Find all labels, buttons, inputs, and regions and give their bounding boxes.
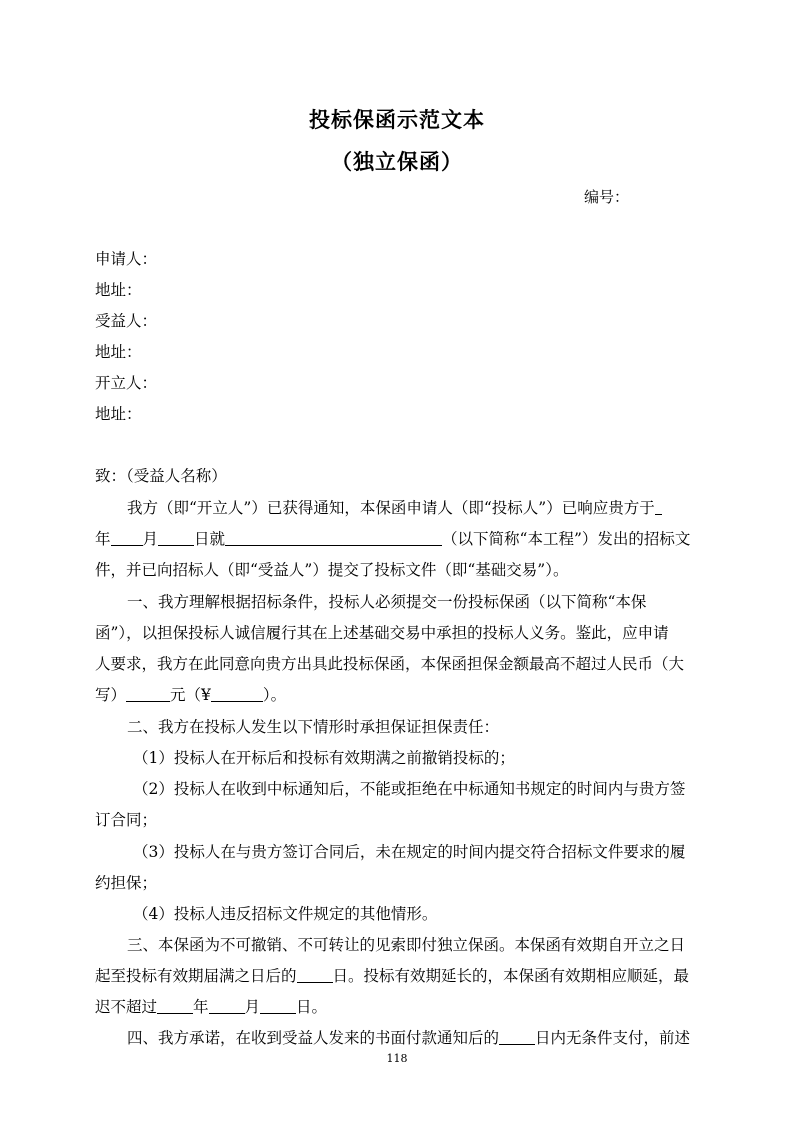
paragraph-line: 函”），以担保投标人诚信履行其在上述基础交易中承担的投标人义务。鉴此，应申请: [95, 624, 669, 642]
blank-underline: [126, 685, 170, 702]
paragraph-line: 人要求，我方在此同意向贵方出具此投标保函，本保函担保金额最高不超过人民币（大: [95, 655, 685, 673]
paragraph-line: 约担保；: [95, 874, 158, 892]
paragraph-line: （3）投标人在与贵方签订合同后，未在规定的时间内提交符合招标文件要求的履: [133, 843, 686, 861]
paragraph-line: 二、我方在投标人发生以下情形时承担保证担保责任：: [127, 718, 500, 736]
paragraph-line: 三、本保函为不可撤销、不可转让的见索即付独立保函。本保函有效期自开立之日: [127, 936, 686, 954]
paragraph-line: （2）投标人在收到中标通知后，不能或拒绝在中标通知书规定的时间内与贵方签: [133, 780, 686, 798]
paragraph-text: 元（¥: [170, 686, 211, 704]
blank-underline: [260, 997, 296, 1014]
beneficiary-field: 受益人：: [95, 312, 158, 330]
page-number: 118: [386, 1052, 408, 1065]
paragraph-text: 迟不超过: [95, 998, 158, 1016]
document-number-label: 编号：: [584, 188, 630, 206]
paragraph-line: （1）投标人在开标后和投标有效期满之前撤销投标的；: [133, 749, 515, 767]
paragraph-line: [95, 964, 689, 986]
paragraph-text: 月: [142, 530, 159, 548]
paragraph-text: 日。投标有效期延长的，本保函有效期相应顺延，最: [332, 967, 690, 985]
paragraph-line: [95, 683, 286, 705]
issuer-address-field: 地址：: [95, 405, 142, 423]
paragraph-text: 写）: [95, 686, 127, 704]
paragraph-line: [95, 527, 690, 549]
blank-underline: [499, 1028, 535, 1045]
paragraph-line: [127, 1026, 690, 1048]
blank-underline: [655, 498, 662, 515]
paragraph-line: 一、我方理解根据招标条件，投标人必须提交一份投标保函（以下简称“本保: [127, 593, 647, 611]
paragraph-line: （4）投标人违反招标文件规定的其他情形。: [133, 905, 438, 923]
paragraph-line: [127, 496, 662, 518]
beneficiary-address-field: 地址：: [95, 343, 142, 361]
paragraph-text: 日就: [194, 530, 226, 548]
blank-underline: [158, 529, 194, 546]
blank-underline: [111, 529, 143, 546]
paragraph-text: 日。: [296, 998, 328, 1016]
paragraph-text: （以下简称“本工程”）发出的招标文: [442, 530, 691, 548]
paragraph-text: 我方（即“开立人”）已获得通知，本保函申请人（即“投标人”）已响应贵方于: [127, 499, 655, 517]
blank-underline: [211, 685, 263, 702]
paragraph-text: 起至投标有效期届满之日后的: [95, 967, 297, 985]
blank-underline: [209, 997, 245, 1014]
issuer-field: 开立人：: [95, 374, 158, 392]
paragraph-text: 年: [95, 530, 111, 548]
blank-underline: [225, 529, 442, 546]
addressee-line: 致：（受益人名称）: [95, 467, 227, 485]
paragraph-line: 订合同；: [95, 811, 158, 829]
paragraph-line: [95, 995, 327, 1017]
paragraph-line: 件，并已向招标人（即“受益人”）提交了投标文件（即“基础交易”）。: [95, 561, 569, 579]
page-subtitle: （独立保函）: [331, 149, 463, 174]
applicant-field: 申请人：: [95, 250, 158, 268]
paragraph-text: 年: [193, 998, 209, 1016]
blank-underline: [297, 966, 333, 983]
paragraph-text: 月: [244, 998, 261, 1016]
paragraph-text: 四、我方承诺，在收到受益人发来的书面付款通知后的: [127, 1029, 500, 1047]
page-title: 投标保函示范文本: [309, 107, 485, 132]
paragraph-text: 日内无条件支付，前述: [535, 1029, 691, 1047]
applicant-address-field: 地址：: [95, 281, 142, 299]
paragraph-text: ）。: [262, 686, 287, 704]
blank-underline: [157, 997, 193, 1014]
